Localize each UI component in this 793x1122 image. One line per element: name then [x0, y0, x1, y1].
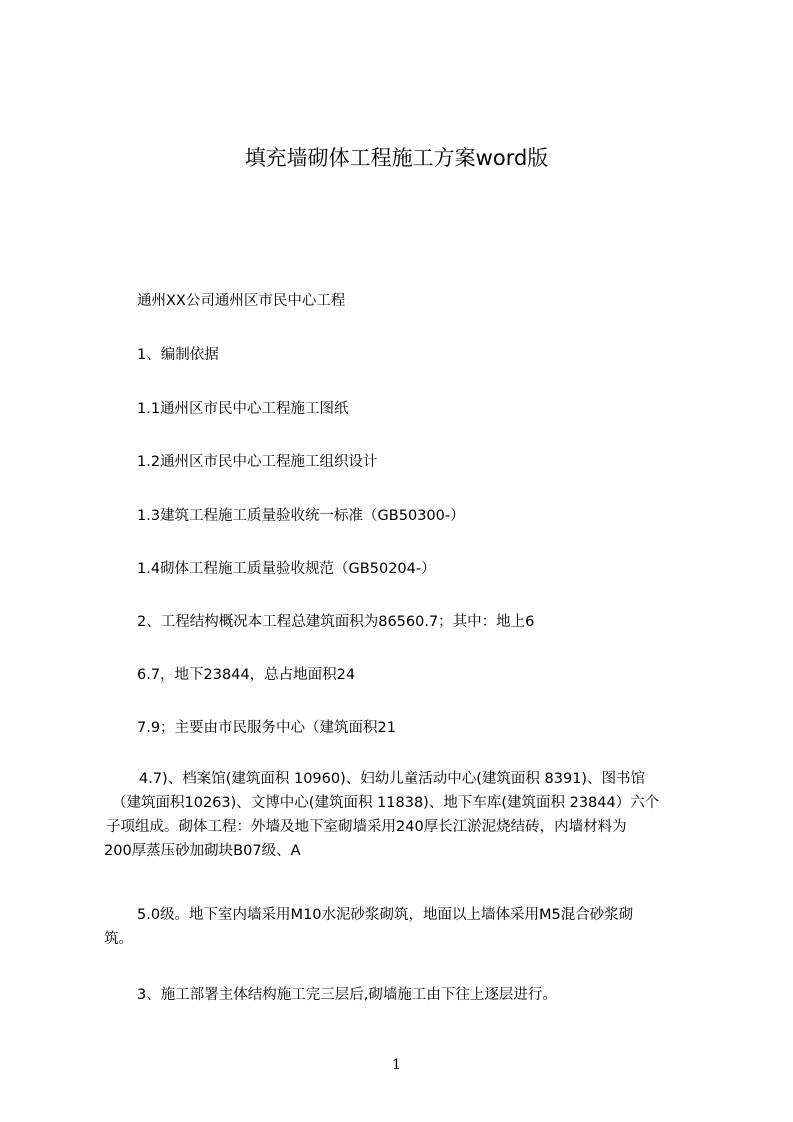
paragraph-service-center: 7.9；主要由市民服务中心（建筑面积21	[137, 720, 397, 736]
paragraph-section-3: 3、施工部署主体结构施工完三层后,砌墙施工由下往上逐层进行。	[137, 987, 557, 1003]
paragraph-section-1: 1、编制依据	[137, 347, 219, 363]
page-number: 1	[392, 1057, 401, 1073]
paragraph-1-4: 1.4砌体工程施工质量验收规范（GB50204-）	[137, 561, 436, 577]
text-line: （建筑面积10263)、文博中心(建筑面积 11838)、地下车库(建筑面积 23844）六个	[112, 795, 660, 811]
text-line: 筑。	[104, 931, 133, 947]
paragraph-1-2: 1.2通州区市民中心工程施工组织设计	[137, 454, 378, 470]
paragraph-1-1: 1.1通州区市民中心工程施工图纸	[137, 401, 349, 417]
paragraph-mortar	[104, 903, 633, 951]
text-line: 200厚蒸压砂加砌块B07级、A	[104, 843, 301, 859]
document-title: 填充墙砌体工程施工方案word版	[244, 146, 549, 170]
text-line: 5.0级。地下室内墙采用M10水泥砂浆砌筑，地面以上墙体采用M5混合砂浆砌	[137, 907, 634, 923]
paragraph-1-3: 1.3建筑工程施工质量验收统一标准（GB50300-）	[137, 508, 465, 524]
text-line: 子项组成。砌体工程：外墙及地下室砌墙采用240厚长江淤泥烧结砖，内墙材料为	[106, 819, 627, 835]
paragraph-section-2: 2、工程结构概况本工程总建筑面积为86560.7；其中：地上6	[137, 614, 535, 630]
text-line: 4.7)、档案馆(建筑面积 10960)、妇幼儿童活动中心(建筑面积 8391)、图书馆	[139, 771, 646, 787]
paragraph-project-name: 通州XX公司通州区市民中心工程	[137, 293, 346, 309]
paragraph-area-continued: 6.7，地下23844，总占地面积24	[137, 667, 356, 683]
paragraph-subprojects	[104, 767, 659, 863]
